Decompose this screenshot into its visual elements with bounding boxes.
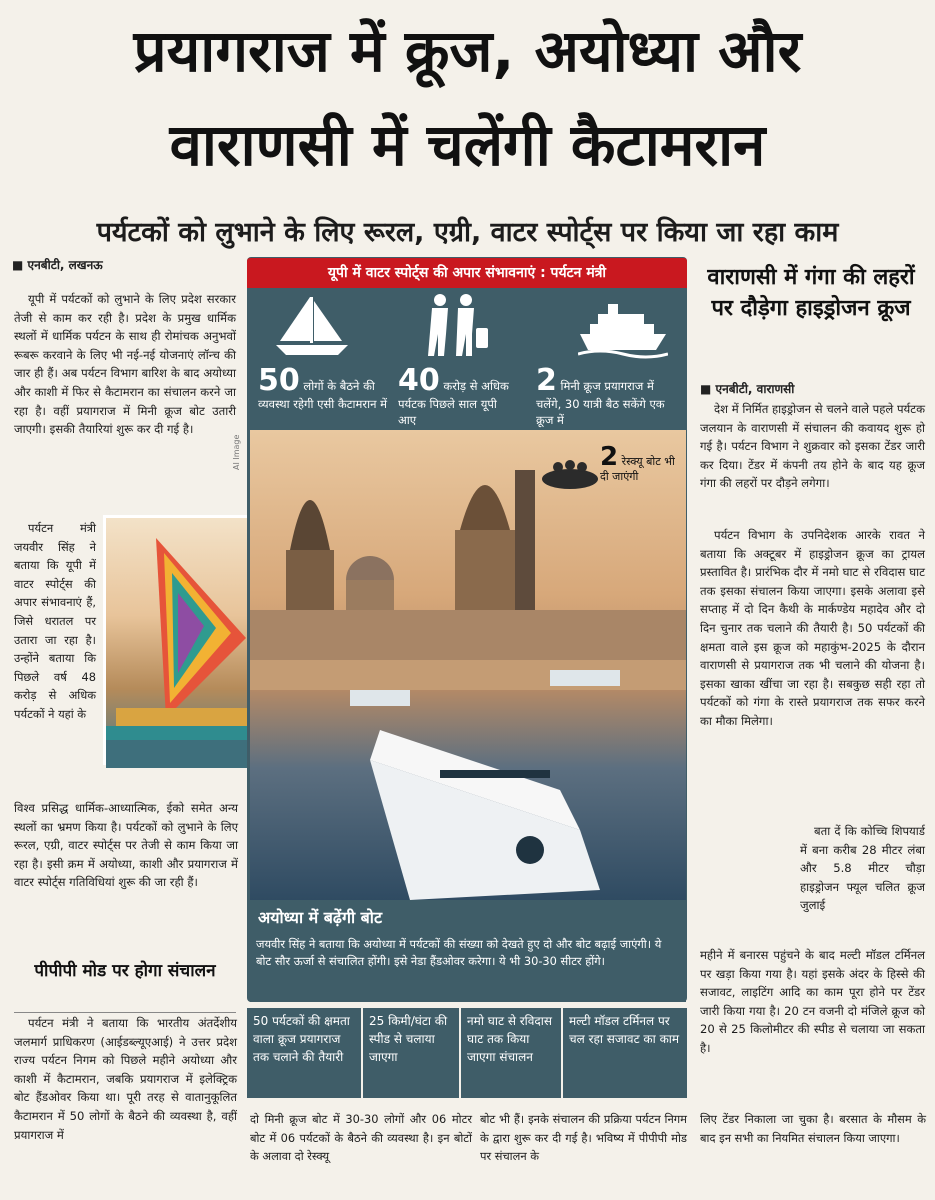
main-para-1: यूपी में पर्यटकों को लुभाने के लिए प्रदेश सरकार तेजी से काम कर रही है। प्रदेश के प्रमुख धार्मिक स्थलों में धार्मिक पर्यटन के साथ ही रोमांचक अनुभवों रूबरू करवाने के लिए भी नई-नई योजनाएं लॉन्च की जार ही हैं। अब पर्यटन विभाग बारिश के बाद अयोध्या और काशी में फिर से कैटामरान का संचालन करने जा रहा है। वहीं प्रयागराज में मिनी क्रूज बोट उतारी जाएगी। इसकी तैयारियां शुरू कर दी गई है। [14, 292, 236, 437]
ghat-cruise-illustration [250, 430, 686, 900]
divider [14, 1012, 236, 1013]
sidebar-para-3a: बता दें कि कोच्चि शिपयार्ड में बना करीब 28 मीटर लंबा और 5.8 मीटर चौड़ा हाइड्रोजन फ्यूल चलित क्रूज जुलाई [800, 824, 925, 913]
travelers-icon [414, 292, 494, 360]
subheadline: पर्यटकों को लुभाने के लिए रूरल, एग्री, वाटर स्पोर्ट्स पर किया जा रहा काम [96, 217, 839, 248]
stat-number: 2 [536, 363, 557, 398]
panel-banner: यूपी में वाटर स्पोर्ट्स की अपार संभावनाएं : पर्यटन मंत्री [247, 258, 687, 288]
stat-number: 50 [258, 363, 300, 398]
sidebar-para-3b: महीने में बनारस पहुंचने के बाद मल्टी मॉडल टर्मिनल पर खड़ा किया गया है। यहां इसके अंदर के हिस्से की सजावट, लाइटिंग आदि का काम पूरा होने पर टेंडर जारी किया गया है। 20 टन वजनी दो मंजिले क्रूज को 20 से 25 किलोमीटर की स्पीड से चलाया जा सकता है। [700, 948, 925, 1055]
fact-terminal: मल्टी मॉडल टर्मिनल पर चल रहा सजावट का काम [569, 1014, 680, 1046]
rescue-number: 2 [600, 442, 619, 472]
headline-line-2: वाराणसी में चलेंगी कैटामरान [169, 111, 766, 179]
fact-speed: 25 किमी/घंटा की स्पीड से चलाया जाएगा [363, 1008, 461, 1098]
sidebar-dateline: ■ एनबीटी, वाराणसी [700, 382, 795, 396]
main-para-2b: विश्व प्रसिद्ध धार्मिक-आध्यात्मिक, ईको समेत अन्य स्थलों का भ्रमण किया है। पर्यटकों को लुभाने के लिए रूरल, एग्री, वाटर स्पोर्ट्स पर तेजी से काम किया जा रहा है। इसी क्रम में अयोध्या, काशी और प्रयागराज में वाटर स्पोर्ट्स गतिविधियां शुरू की जा रही हैं। [14, 801, 238, 890]
ghat-cruise-photo [250, 430, 686, 900]
sidebar-para-1: देश में निर्मित हाइड्रोजन से चलने वाले पहले पर्यटक जलयान के वाराणसी में संचालन की कवायद शुरू हो गई है। पर्यटन विभाग ने शुक्रवार को इसका टेंडर जारी कर दिया। टेंडर में कंपनी तय होने के बाद यह क्रूज गंगा की लहरों पर दौड़ने लगेगा। [700, 402, 925, 491]
stat-catamaran [258, 363, 398, 412]
ai-image-watermark: AI Image [232, 434, 241, 470]
bottom-col-3: लिए टेंडर निकाला जा चुका है। बरसात के मौसम के बाद इन सभी का नियमित संचालन किया जाएगा। [700, 1112, 926, 1145]
fact-capacity: 50 पर्यटकों की क्षमता वाला क्रूज प्रयागराज तक चलाने की तैयारी [247, 1008, 363, 1098]
ayodhya-text: जयवीर सिंह ने बताया कि अयोध्या में पर्यटकों की संख्या को देखते हुए दो और बोट बढ़ाई जाएंगी। ये बोट सौर ऊर्जा से संचालित होंगी। इसे नेडा हैंडओवर करेगा। ये भी 30-30 सीटर होंगे। [256, 937, 662, 968]
sidebar-para-2: पर्यटन विभाग के उपनिदेशक आरके रावत ने बताया कि अक्टूबर में हाइड्रोजन क्रूज का ट्रायल प्रस्तावित है। प्रारंभिक दौर में नमो घाट से रविदास घाट तक इसका संचालन किया जाएगा। इसके अलावा इसे सप्ताह में दो दिन कैथी के मार्कण्डेय महादेव और दो दिन चुनार तक चलाने की तैयारी है। 50 पर्यटकों की क्षमता वाले इस क्रूज को महाकुंभ-2025 के दौरान वाराणसी से प्रयागराज तक भी चलाने की योजना है। इसका खाका खींचा जा रहा है। सबकुछ सही रहा तो पर्यटकों को गंगा के रास्ते प्रयागराज तक सफर करने का मौका मिलेगा। [700, 528, 925, 728]
fact-route: नमो घाट से रविदास घाट तक किया जाएगा संचालन [461, 1008, 563, 1098]
cruise-ship-icon [578, 300, 668, 360]
stat-mini-cruise [536, 363, 681, 428]
headline-line-1: प्रयागराज में क्रूज, अयोध्या और [133, 17, 802, 85]
main-para-2a: पर्यटन मंत्री जयवीर सिंह ने बताया कि यूपी में वाटर स्पोर्ट्स की अपार संभावनाएं हैं, जिसे धरातल पर उतारा जा रहा है। उन्होंने बताया कि पिछले वर्ष 48 करोड़ से अधिक पर्यटकों ने यहां के [14, 521, 96, 721]
ayodhya-heading: अयोध्या में बढ़ेंगी बोट [258, 908, 383, 927]
sailboat-icon [272, 295, 352, 360]
stat-tourists [398, 363, 516, 428]
rescue-boat-note [600, 442, 685, 484]
main-dateline: ■ एनबीटी, लखनऊ [12, 258, 103, 272]
rescue-boat-icon [540, 455, 600, 491]
stat-text: करोड़ से अधिक पर्यटक पिछले साल यूपी आए [398, 379, 509, 427]
sidebar-headline: वाराणसी में गंगा की लहरों पर दौड़ेगा हाइड्रोजन क्रूज [707, 265, 915, 321]
main-para-3: पर्यटन मंत्री ने बताया कि भारतीय अंतर्देशीय जलमार्ग प्राधिकरण (आईडब्ल्यूएआई) ने उत्तर प्रदेश राज्य पर्यटन निगम को पिछले महीने अयोध्या और काशी में कैटामरान, जबकि प्रयागराज में इलेक्ट्रिक बोट हैंडओवर किया था। पूरी तरह से वातानुकूलित कैटामरान में 50 लोगों के बैठने की व्यवस्था है, वहीं प्रयागराज में [14, 1016, 237, 1142]
stat-text: मिनी क्रूज प्रयागराज में चलेंगे, 30 यात्री बैठ सकेंगे एक क्रूज में [536, 379, 665, 427]
stat-number: 40 [398, 363, 440, 398]
fact-boxes [247, 1008, 687, 1098]
ppp-mode-heading: पीपीपी मोड पर होगा संचालन [34, 961, 216, 981]
bottom-col-2: बोट भी हैं। इनके संचालन की प्रक्रिया पर्यटन निगम के द्वारा शुरू कर दी गई है। भविष्य में पीपीपी मोड पर संचालन के [480, 1112, 687, 1164]
rescue-text: रेस्क्यू बोट भी दी जाएंगी [600, 455, 675, 483]
bottom-col-1: दो मिनी क्रूज बोट में 30-30 लोगों और 06 मोटर बोट में 06 पर्यटकों के बैठने की व्यवस्था है। इन बोटों के अलावा दो रेस्क्यू [250, 1112, 472, 1164]
stat-text: लोगों के बैठने की व्यवस्था रहेगी एसी कैटामरान में [258, 379, 387, 411]
